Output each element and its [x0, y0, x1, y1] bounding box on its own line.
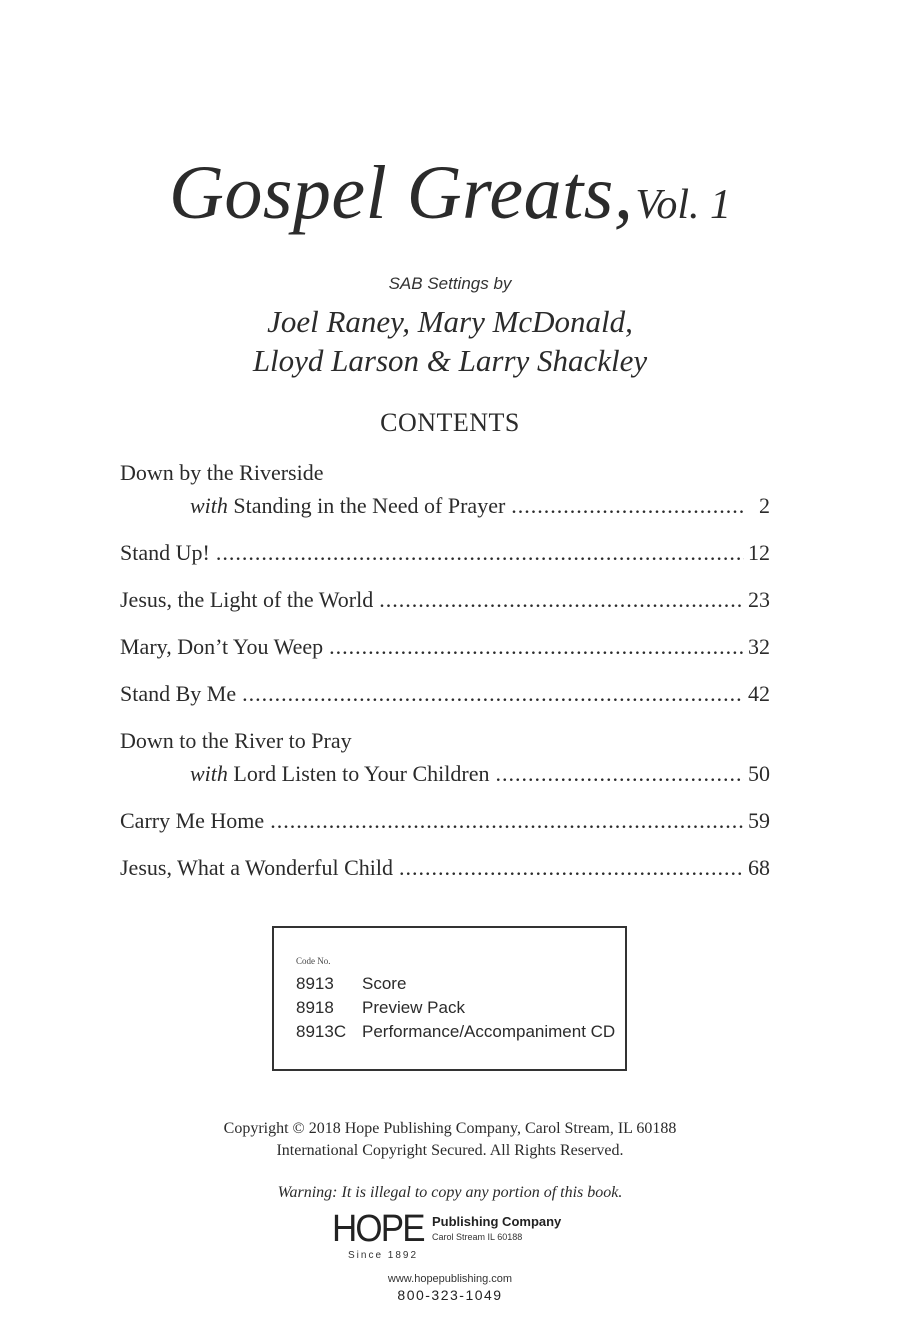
toc-title: Carry Me Home	[120, 808, 265, 833]
toc-entry-stand-by-me[interactable]	[120, 677, 770, 710]
table-of-contents	[120, 456, 770, 884]
toc-page-number: 23	[748, 587, 770, 612]
toc-leader-dots	[495, 757, 744, 790]
toc-entry-carry-me-home[interactable]	[120, 804, 770, 837]
toc-subtitle: Standing in the Need of Prayer	[233, 493, 506, 518]
product-code-box	[272, 926, 627, 1071]
toc-title: Mary, Don’t You Weep	[120, 634, 324, 659]
toc-entry-jesus-light-of-the-world[interactable]	[120, 583, 770, 616]
toc-leader-dots	[379, 583, 744, 616]
website-link[interactable]: www.hopepublishing.com	[387, 1273, 513, 1285]
toc-title: Stand By Me	[120, 681, 237, 706]
code-row	[296, 1020, 615, 1044]
arrangers-line-1: Joel Raney, Mary McDonald,	[267, 304, 633, 339]
toc-entry-jesus-what-a-wonderful-child[interactable]	[120, 851, 770, 884]
toc-page-number: 68	[748, 855, 770, 880]
arrangers	[0, 302, 900, 380]
copy-warning: Warning: It is illegal to copy any portion of this book.	[277, 1184, 623, 1201]
logo-publishing-company: Publishing Company	[432, 1214, 562, 1229]
contents-heading: CONTENTS	[380, 408, 520, 437]
copyright-notice	[0, 1118, 900, 1162]
title-volume: Vol. 1	[635, 182, 732, 228]
code-row	[296, 996, 615, 1020]
arrangers-line-2: Lloyd Larson & Larry Shackley	[252, 343, 648, 378]
toc-with: with	[190, 493, 228, 518]
toc-page-number: 42	[748, 681, 770, 706]
hope-publishing-logo	[332, 1208, 572, 1268]
subtitle: SAB Settings by	[388, 274, 512, 293]
code-label: Code No.	[296, 956, 331, 966]
toc-leader-dots	[329, 630, 744, 663]
toc-leader-dots	[511, 489, 744, 522]
toc-entry-down-to-the-river-to-pray[interactable]	[120, 724, 770, 790]
toc-title: Stand Up!	[120, 540, 210, 565]
toc-title: Jesus, What a Wonderful Child	[120, 855, 393, 880]
logo-since: Since 1892	[348, 1250, 419, 1261]
copyright-line-1: Copyright © 2018 Hope Publishing Company, Carol Stream, IL 60188	[223, 1120, 677, 1137]
title-main: Gospel Greats,	[168, 151, 634, 235]
phone-number: 800-323-1049	[397, 1287, 503, 1303]
toc-page-number: 50	[748, 761, 770, 786]
toc-entry-mary-dont-you-weep[interactable]	[120, 630, 770, 663]
toc-leader-dots	[242, 677, 744, 710]
toc-title: Down to the River to Pray	[120, 728, 352, 753]
toc-page-number: 2	[759, 493, 770, 518]
book-title	[0, 150, 900, 237]
product-code: 8913	[296, 974, 334, 993]
logo-city: Carol Stream IL 60188	[432, 1232, 523, 1242]
product-code: 8918	[296, 998, 334, 1017]
toc-leader-dots	[216, 536, 744, 569]
toc-title: Jesus, the Light of the World	[120, 587, 374, 612]
toc-entry-stand-up[interactable]	[120, 536, 770, 569]
code-row	[296, 972, 615, 996]
copyright-line-2: International Copyright Secured. All Rights Reserved.	[276, 1142, 624, 1159]
product-description: Performance/Accompaniment CD	[362, 1022, 616, 1041]
code-list	[296, 972, 615, 1044]
logo-wordmark: HOPE	[332, 1208, 424, 1250]
product-description: Score	[362, 974, 407, 993]
toc-entry-down-by-the-riverside[interactable]	[120, 456, 770, 522]
toc-with: with	[190, 761, 228, 786]
product-description: Preview Pack	[362, 998, 465, 1017]
toc-title: Down by the Riverside	[120, 460, 324, 485]
toc-page-number: 32	[748, 634, 770, 659]
toc-leader-dots	[270, 804, 744, 837]
toc-leader-dots	[399, 851, 744, 884]
toc-page-number: 12	[748, 540, 770, 565]
product-code: 8913C	[296, 1022, 347, 1041]
toc-page-number: 59	[748, 808, 770, 833]
toc-subtitle: Lord Listen to Your Children	[233, 761, 490, 786]
